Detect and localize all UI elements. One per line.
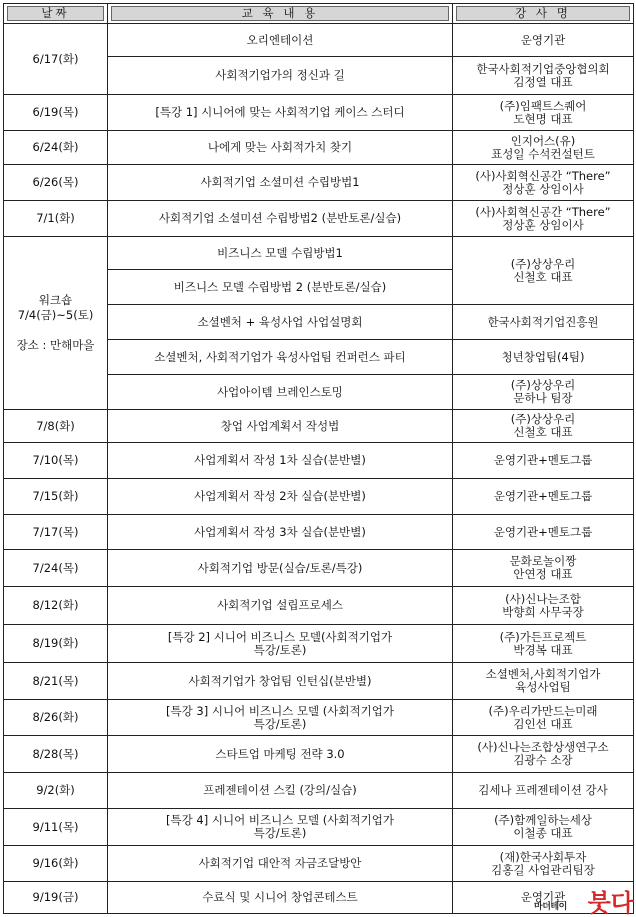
content-text: 비즈니스 모델 수립방법1 (217, 245, 343, 260)
date-line: 장소 : 만해마을 (16, 338, 95, 352)
header-row (4, 4, 634, 24)
content-cell (108, 24, 453, 57)
speaker-line: 정상훈 상임이사 (502, 217, 584, 232)
date-cell (4, 410, 108, 443)
date-cell (4, 131, 108, 165)
content-cell (108, 846, 453, 882)
table-row (4, 479, 634, 515)
content-cell (108, 305, 453, 340)
date-cell (4, 882, 108, 914)
speaker-cell (453, 375, 634, 410)
speaker-cell (453, 237, 634, 305)
speaker-cell (453, 201, 634, 237)
date-cell (4, 443, 108, 479)
content-text: 프레젠테이션 스킬 (강의/실습) (203, 783, 357, 797)
watermark-big-text: 붓다 (587, 889, 634, 917)
table-row (4, 443, 634, 479)
content-cell (108, 479, 453, 515)
date-text: 8/21(목) (32, 673, 79, 688)
speaker-line: 운영기관 (520, 890, 566, 904)
content-cell (108, 515, 453, 550)
speaker-line: 김홍길 사업관리팀장 (491, 862, 595, 877)
date-cell (4, 809, 108, 846)
speaker-cell (453, 131, 634, 165)
date-cell (4, 736, 108, 773)
speaker-line: (주)임팩트스퀘어 (499, 98, 587, 113)
speaker-cell (453, 700, 634, 736)
date-text: 8/26(화) (32, 710, 79, 724)
date-cell (4, 165, 108, 201)
content-cell (108, 443, 453, 479)
content-cell (108, 736, 453, 773)
date-text: 6/17(화) (32, 51, 79, 66)
content-text: 소셜벤처, 사회적기업가 육성사업팀 컨퍼런스 파티 (154, 349, 406, 364)
speaker-line: (사)신나는조합 (505, 591, 581, 606)
speaker-line: (주)상상우리 (510, 256, 576, 271)
table-row (4, 95, 634, 131)
content-cell (108, 270, 453, 305)
content-text: 나에게 맞는 사회적가치 찾기 (207, 140, 353, 154)
content-cell (108, 550, 453, 587)
speaker-line: 이철종 대표 (513, 826, 573, 840)
date-cell (4, 237, 108, 410)
table-row (4, 625, 634, 663)
table-row (4, 587, 634, 625)
speaker-line: 김광수 소장 (513, 753, 573, 767)
date-cell (4, 700, 108, 736)
content-text: 사업계획서 작성 1차 실습(분반별) (194, 453, 366, 467)
date-cell (4, 95, 108, 131)
speaker-line: (사)신나는조합상생연구소 (477, 740, 609, 754)
table-row (4, 736, 634, 773)
speaker-line: 문화로놀이짱 (509, 554, 577, 568)
header-content-label: 교 육 내 용 (111, 6, 449, 21)
content-text: 사회적기업 소셜미션 수립방법1 (200, 175, 360, 189)
table-row (4, 24, 634, 57)
date-cell (4, 24, 108, 95)
speaker-line: 안연정 대표 (513, 567, 573, 581)
watermark-small-text: 마더테이 (534, 902, 567, 912)
table-row (4, 165, 634, 201)
content-text: 스타트업 마케팅 전략 3.0 (215, 746, 345, 761)
date-text: 9/19(금) (32, 890, 79, 904)
date-cell (4, 773, 108, 809)
speaker-line: 박향희 사무국장 (502, 604, 584, 619)
date-text: 7/10(목) (32, 453, 79, 467)
speaker-cell (453, 410, 634, 443)
speaker-line: 운영기관+멘토그룹 (493, 453, 593, 467)
speaker-line: (사)사회혁신공간 “There” (475, 204, 611, 219)
speaker-line: 박경복 대표 (513, 642, 573, 657)
speaker-cell (453, 305, 634, 340)
speaker-line: 소셜벤처,사회적기업가 (485, 667, 601, 681)
content-text: 사회적기업가 창업팀 인턴십(분반별) (188, 673, 372, 688)
content-cell (108, 700, 453, 736)
speaker-cell (453, 663, 634, 700)
table-row (4, 550, 634, 587)
content-text: 오리엔테이션 (246, 32, 314, 47)
date-cell (4, 846, 108, 882)
speaker-line: 한국사회적기업진흥원 (487, 314, 599, 329)
table-row (4, 773, 634, 809)
content-text: 사업계획서 작성 2차 실습(분반별) (194, 489, 366, 503)
header-date (4, 4, 108, 24)
content-cell (108, 663, 453, 700)
speaker-cell (453, 773, 634, 809)
content-text: 사회적기업 대안적 자금조달방안 (198, 856, 362, 870)
date-cell (4, 587, 108, 625)
date-cell (4, 663, 108, 700)
speaker-cell (453, 550, 634, 587)
speaker-line: 인지어스(유) (510, 133, 576, 148)
speaker-line: 신철호 대표 (513, 269, 573, 284)
content-line: 특강/토론) (253, 826, 307, 840)
header-speaker-label: 강 사 명 (456, 6, 630, 21)
content-cell (108, 57, 453, 95)
content-text: 사회적기업 방문(실습/토론/특강) (197, 560, 363, 575)
speaker-cell (453, 515, 634, 550)
header-date-label: 날짜 (7, 6, 104, 21)
table-row (4, 201, 634, 237)
speaker-line: (사)사회혁신공간 “There” (475, 168, 611, 183)
content-line: [특강 3] 시니어 비즈니스 모델 (사회적기업가 (166, 703, 394, 718)
content-cell (108, 375, 453, 410)
content-text: 사업아이템 브레인스토밍 (217, 384, 343, 399)
header-content (108, 4, 453, 24)
table-row (4, 237, 634, 270)
content-text: 사업계획서 작성 3차 실습(분반별) (194, 524, 366, 539)
content-text: 비즈니스 모델 수립방법 2 (분반토론/실습) (173, 279, 387, 294)
date-text: 9/11(목) (32, 819, 79, 834)
date-cell (4, 515, 108, 550)
content-cell (108, 809, 453, 846)
speaker-line: 김인선 대표 (513, 716, 573, 731)
speaker-line: 정상훈 상임이사 (502, 181, 584, 196)
date-cell (4, 479, 108, 515)
content-cell (108, 882, 453, 914)
content-text: 수료식 및 시니어 창업콘테스트 (202, 890, 358, 904)
date-text: 8/19(화) (32, 636, 79, 650)
content-cell (108, 201, 453, 237)
speaker-cell (453, 625, 634, 663)
content-cell (108, 410, 453, 443)
date-cell (4, 201, 108, 237)
date-text: 6/26(목) (32, 175, 79, 189)
speaker-cell (453, 340, 634, 375)
speaker-cell (453, 809, 634, 846)
content-cell (108, 95, 453, 131)
speaker-cell (453, 57, 634, 95)
date-text: 7/1(화) (36, 211, 75, 225)
speaker-line: (주)상상우리 (510, 378, 576, 392)
speaker-line: 도현명 대표 (513, 111, 573, 126)
date-cell (4, 625, 108, 663)
speaker-line: (재)한국사회투자 (499, 849, 587, 864)
speaker-line: (주)함께일하는세상 (494, 813, 592, 827)
speaker-cell (453, 736, 634, 773)
content-line: 특강/토론) (253, 642, 307, 657)
date-text: 7/17(목) (32, 524, 79, 539)
table-row (4, 809, 634, 846)
speaker-line: (주)상상우리 (510, 412, 576, 426)
content-text: 소셜벤처 + 육성사업 사업설명회 (197, 314, 363, 329)
speaker-line: 운영기관 (520, 32, 566, 47)
content-text: [특강 1] 시니어에 맞는 사회적기업 케이스 스터디 (155, 105, 405, 119)
content-cell (108, 773, 453, 809)
content-text: 창업 사업계획서 작성법 (220, 418, 340, 433)
date-text: 9/2(화) (36, 783, 75, 797)
table-row (4, 515, 634, 550)
speaker-line: 육성사업팀 (515, 680, 571, 694)
speaker-line: 표성일 수석컨설턴트 (491, 146, 595, 161)
date-text: 8/12(화) (32, 598, 79, 612)
speaker-line: 김정열 대표 (513, 74, 573, 89)
speaker-line: 운영기관+멘토그룹 (493, 489, 593, 503)
speaker-line: 신철호 대표 (513, 425, 573, 439)
date-text: 8/28(목) (32, 746, 79, 761)
table-row (4, 700, 634, 736)
content-cell (108, 625, 453, 663)
date-line: 7/4(금)~5(토) (17, 308, 94, 322)
schedule-table (3, 3, 634, 917)
date-text: 9/16(화) (32, 856, 79, 870)
speaker-cell (453, 479, 634, 515)
content-cell (108, 237, 453, 270)
content-text: 사회적기업 설립프로세스 (217, 598, 343, 612)
speaker-line: 한국사회적기업중앙협의회 (476, 61, 610, 76)
speaker-cell (453, 846, 634, 882)
content-line: 특강/토론) (253, 716, 307, 731)
speaker-cell (453, 24, 634, 57)
speaker-line: 문하나 팀장 (513, 391, 573, 405)
table-row (4, 131, 634, 165)
table-row (4, 663, 634, 700)
content-text: 사회적기업가의 정신과 길 (215, 68, 345, 82)
speaker-line: 김세나 프레젠테이션 강사 (478, 783, 608, 797)
header-speaker (453, 4, 634, 24)
speaker-line: 청년창업팀(4팀) (501, 349, 585, 364)
content-cell (108, 340, 453, 375)
content-line: [특강 4] 시니어 비즈니스 모델 (사회적기업가 (166, 813, 394, 827)
date-text: 7/15(화) (32, 489, 79, 503)
speaker-line: (주)가든프로젝트 (499, 629, 587, 644)
content-text: 사회적기업 소셜미션 수립방법2 (분반토론/실습) (158, 211, 402, 225)
date-line: 워크숍 (38, 293, 73, 307)
content-line: [특강 2] 시니어 비즈니스 모델(사회적기업가 (167, 629, 393, 644)
content-cell (108, 131, 453, 165)
content-cell (108, 587, 453, 625)
speaker-cell (453, 443, 634, 479)
watermark-logo (534, 888, 634, 917)
table-row (4, 846, 634, 882)
date-text: 6/19(목) (32, 105, 79, 119)
speaker-cell (453, 587, 634, 625)
table-row (4, 410, 634, 443)
date-text: 6/24(화) (32, 140, 79, 154)
date-text: 7/24(목) (32, 560, 79, 575)
speaker-cell (453, 95, 634, 131)
speaker-line: (주)우리가만드는미래 (488, 703, 598, 718)
speaker-line: 운영기관+멘토그룹 (493, 524, 593, 539)
content-cell (108, 165, 453, 201)
date-cell (4, 550, 108, 587)
speaker-cell (453, 165, 634, 201)
date-text: 7/8(화) (36, 418, 75, 433)
